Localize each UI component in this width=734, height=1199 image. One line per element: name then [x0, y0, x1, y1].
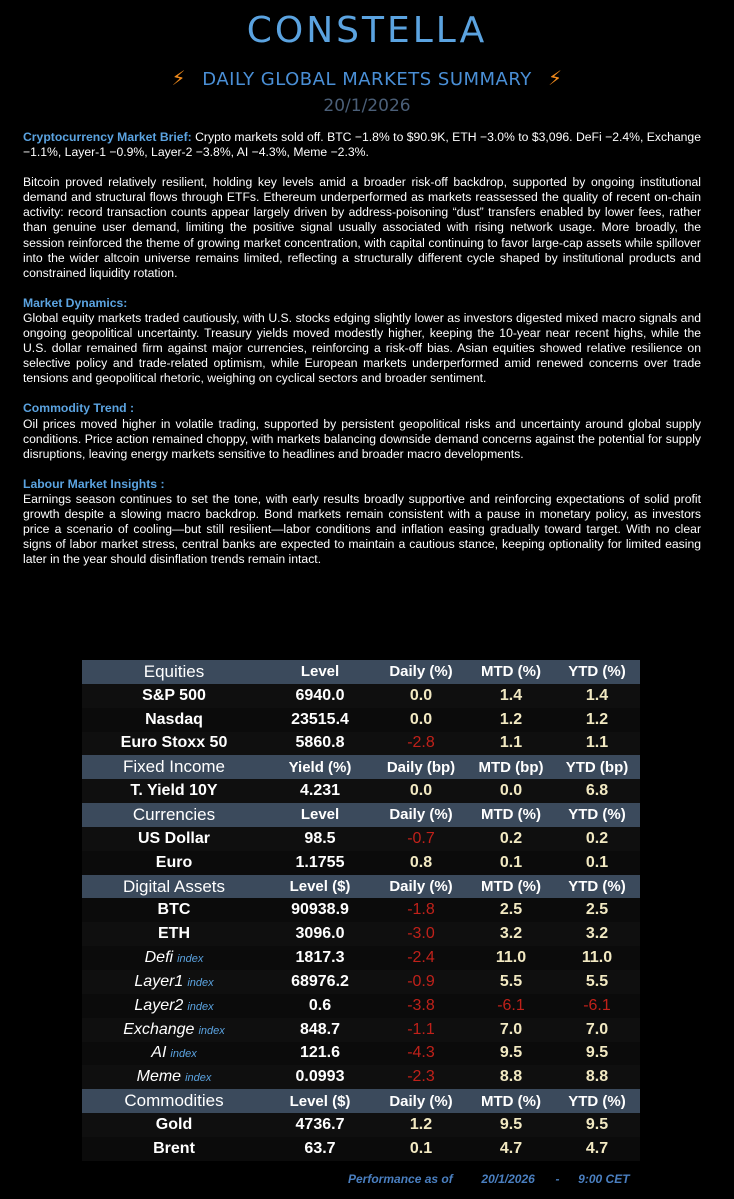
ytd-change-cell: 8.8	[554, 1065, 640, 1089]
index-tag: index	[198, 1024, 225, 1037]
ytd-change-cell: 11.0	[554, 946, 640, 970]
daily-change-cell: -0.7	[374, 827, 468, 851]
ytd-change-cell: 4.7	[554, 1137, 640, 1161]
mtd-change-cell: 3.2	[468, 922, 554, 946]
brand-logo: CONSTELLA	[246, 10, 488, 51]
mtd-change-cell: 8.8	[468, 1065, 554, 1089]
daily-change-cell: 0.0	[374, 708, 468, 732]
instrument-name-cell	[82, 970, 266, 994]
mtd-change-cell: 0.0	[468, 779, 554, 803]
level-cell: 0.0993	[266, 1065, 374, 1089]
level-cell: 23515.4	[266, 708, 374, 732]
table-row	[82, 1018, 640, 1042]
level-cell: 121.6	[266, 1042, 374, 1066]
instrument-name-cell	[82, 1113, 266, 1137]
ytd-change-cell: 0.2	[554, 827, 640, 851]
column-header: MTD (%)	[468, 1089, 554, 1113]
index-tag: index	[185, 1072, 212, 1085]
daily-change-cell: -0.9	[374, 970, 468, 994]
column-header: YTD (bp)	[554, 755, 640, 779]
level-cell: 3096.0	[266, 922, 374, 946]
market-dynamics-body: Global equity markets traded cautiously, with U.S. stocks edging slightly lower as investors digested mixed macro signals and ongoing geopolitical uncertainty. Treasury yields moved modestly higher, keeping the 10-year near recent highs, while the U.S. dollar remained firm against major currencies, reinforcing a risk-off bias. Asian equities showed relative resilience on selective policy and trade-related optimism, while European markets underperformed amid renewed concerns over trade tensions and geopolitical rhetoric, weighing on cyclical sectors and broader sentiment.	[23, 310, 701, 386]
instrument-name: Euro	[155, 853, 193, 871]
instrument-name-cell	[82, 1137, 266, 1161]
instrument-name-cell	[82, 684, 266, 708]
commodity-trend-title: Commodity Trend :	[23, 401, 135, 416]
mtd-change-cell: 4.7	[468, 1137, 554, 1161]
labour-market	[23, 477, 701, 568]
section-title: Fixed Income	[82, 755, 266, 779]
column-header: Daily (%)	[374, 875, 468, 899]
instrument-name: T. Yield 10Y	[130, 782, 218, 800]
mtd-change-cell: 0.2	[468, 827, 554, 851]
instrument-name-cell	[82, 708, 266, 732]
table-row	[82, 827, 640, 851]
ytd-change-cell: 3.2	[554, 922, 640, 946]
column-header: YTD (%)	[554, 1089, 640, 1113]
mtd-change-cell: 1.2	[468, 708, 554, 732]
column-header: Daily (%)	[374, 803, 468, 827]
table-row	[82, 1113, 640, 1137]
section-title: Digital Assets	[82, 875, 266, 899]
crypto-brief-body: Bitcoin proved relatively resilient, holding key levels amid a broader risk-off backdrop, supported by ongoing institutional demand and structural flows through ETFs. Ethereum underperformed as markets reassessed the quality of recent on-chain activity: record transaction counts appear largely driven by address-poisoning “dust” transfers enabled by lower fees, rather than genuine user demand, limiting the positive signal usually associated with rising network usage. More broadly, the session reinforced the theme of growing market concentration, with capital continuing to favor large-cap assets while spillover into the wider altcoin universe remains limited, reflecting a structurally different cycle shaped by institutional products and constrained liquidity rotation.	[23, 175, 701, 280]
daily-change-cell: -3.8	[374, 994, 468, 1018]
mtd-change-cell: -6.1	[468, 994, 554, 1018]
table-row	[82, 1065, 640, 1089]
level-cell: 6940.0	[266, 684, 374, 708]
level-cell: 63.7	[266, 1137, 374, 1161]
level-cell: 68976.2	[266, 970, 374, 994]
instrument-name: Meme	[136, 1068, 182, 1086]
instrument-name: Brent	[153, 1139, 195, 1157]
mtd-change-cell: 2.5	[468, 898, 554, 922]
daily-change-cell: -1.1	[374, 1018, 468, 1042]
ytd-change-cell: -6.1	[554, 994, 640, 1018]
column-header: YTD (%)	[554, 803, 640, 827]
daily-change-cell: -2.8	[374, 732, 468, 756]
instrument-name: Defi	[144, 949, 174, 967]
market-dynamics-title: Market Dynamics:	[23, 295, 128, 310]
level-cell: 98.5	[266, 827, 374, 851]
ytd-change-cell: 1.1	[554, 732, 640, 756]
instrument-name: BTC	[157, 901, 191, 919]
daily-change-cell: -1.8	[374, 898, 468, 922]
column-header: YTD (%)	[554, 660, 640, 684]
performance-footer	[348, 1172, 630, 1186]
daily-change-cell: -2.3	[374, 1065, 468, 1089]
mtd-change-cell: 9.5	[468, 1113, 554, 1137]
level-cell: 4736.7	[266, 1113, 374, 1137]
table-row	[82, 851, 640, 875]
table-row	[82, 684, 640, 708]
instrument-name: Nasdaq	[145, 710, 203, 728]
report-date: 20/1/2026	[323, 96, 411, 116]
level-cell: 848.7	[266, 1018, 374, 1042]
instrument-name: Euro Stoxx 50	[120, 734, 228, 752]
lightning-icon: ⚡	[547, 66, 563, 90]
level-cell: 1.1755	[266, 851, 374, 875]
section-title: Equities	[82, 660, 266, 684]
instrument-name-cell	[82, 1018, 266, 1042]
column-header: MTD (bp)	[468, 755, 554, 779]
column-header: Level ($)	[266, 875, 374, 899]
commodity-trend-body: Oil prices moved higher in volatile trading, supported by persistent geopolitical risks and uncertainty around global supply conditions. Price action remained choppy, with markets balancing downside demand concerns against the potential for supply disruptions, leaving energy markets sensitive to headlines and broader macro developments.	[23, 416, 701, 461]
crypto-brief-lead: Crypto markets sold off. BTC −1.8% to $90.9K, ETH −3.0% to $3,096. DeFi −2.4%, Exchange −1.1%, Layer-1 −0.9%, Layer-2 −3.8%, AI −4.3%, Meme −2.3%.	[23, 130, 701, 160]
instrument-name: Gold	[155, 1115, 193, 1133]
crypto-brief	[23, 130, 701, 160]
labour-market-title: Labour Market Insights :	[23, 476, 165, 491]
labour-market-body: Earnings season continues to set the tone, with early results broadly supportive and reinforcing expectations of solid profit growth despite a slowing macro backdrop. Bond markets remain consistent with a pause in monetary policy, as investors price a scenario of cooling—but still resilient—labor conditions and inflation easing gradually toward target. With no clear signs of labor market stress, central banks are expected to maintain a cautious stance, keeping optionality for limited easing later in the year should disinflation trends remain intact.	[23, 491, 701, 567]
column-header: YTD (%)	[554, 875, 640, 899]
instrument-name: AI	[151, 1044, 167, 1062]
mtd-change-cell: 11.0	[468, 946, 554, 970]
daily-change-cell: -2.4	[374, 946, 468, 970]
mtd-change-cell: 9.5	[468, 1042, 554, 1066]
column-header: MTD (%)	[468, 875, 554, 899]
report-body	[23, 130, 701, 582]
table-row	[82, 994, 640, 1018]
markets-table-container	[82, 660, 640, 1161]
column-header: MTD (%)	[468, 803, 554, 827]
section-title: Commodities	[82, 1089, 266, 1113]
ytd-change-cell: 9.5	[554, 1042, 640, 1066]
ytd-change-cell: 9.5	[554, 1113, 640, 1137]
instrument-name-cell	[82, 851, 266, 875]
table-row	[82, 1137, 640, 1161]
footer-time: 9:00 CET	[578, 1172, 630, 1186]
index-tag: index	[187, 976, 214, 989]
mtd-change-cell: 1.1	[468, 732, 554, 756]
table-row	[82, 1042, 640, 1066]
table-section-header	[82, 1089, 640, 1113]
instrument-name: ETH	[158, 925, 190, 943]
daily-change-cell: 0.1	[374, 1137, 468, 1161]
daily-change-cell: -4.3	[374, 1042, 468, 1066]
table-row	[82, 898, 640, 922]
commodity-trend	[23, 401, 701, 461]
mtd-change-cell: 0.1	[468, 851, 554, 875]
market-dynamics	[23, 296, 701, 387]
daily-change-cell: 0.0	[374, 684, 468, 708]
table-row	[82, 922, 640, 946]
mtd-change-cell: 5.5	[468, 970, 554, 994]
markets-table	[82, 660, 640, 1161]
ytd-change-cell: 5.5	[554, 970, 640, 994]
table-row	[82, 970, 640, 994]
instrument-name: Layer1	[134, 972, 184, 990]
column-header: Yield (%)	[266, 755, 374, 779]
report-title-row	[0, 66, 734, 90]
lightning-icon: ⚡	[171, 66, 187, 90]
ytd-change-cell: 7.0	[554, 1018, 640, 1042]
footer-date: 20/1/2026	[481, 1172, 535, 1186]
table-row	[82, 946, 640, 970]
daily-change-cell: 1.2	[374, 1113, 468, 1137]
table-section-header	[82, 803, 640, 827]
column-header: Level	[266, 803, 374, 827]
instrument-name-cell	[82, 732, 266, 756]
mtd-change-cell: 7.0	[468, 1018, 554, 1042]
ytd-change-cell: 1.4	[554, 684, 640, 708]
level-cell: 4.231	[266, 779, 374, 803]
instrument-name-cell	[82, 994, 266, 1018]
ytd-change-cell: 6.8	[554, 779, 640, 803]
instrument-name: S&P 500	[142, 686, 206, 704]
table-section-header	[82, 660, 640, 684]
instrument-name-cell	[82, 827, 266, 851]
level-cell: 1817.3	[266, 946, 374, 970]
level-cell: 5860.8	[266, 732, 374, 756]
instrument-name-cell	[82, 779, 266, 803]
section-title: Currencies	[82, 803, 266, 827]
ytd-change-cell: 1.2	[554, 708, 640, 732]
footer-separator: -	[555, 1172, 560, 1186]
table-section-header	[82, 875, 640, 899]
instrument-name-cell	[82, 922, 266, 946]
footer-label: Performance as of	[348, 1172, 453, 1186]
column-header: Level	[266, 660, 374, 684]
instrument-name-cell	[82, 898, 266, 922]
daily-change-cell: 0.0	[374, 779, 468, 803]
column-header: Daily (bp)	[374, 755, 468, 779]
column-header: Daily (%)	[374, 660, 468, 684]
instrument-name: US Dollar	[137, 829, 210, 847]
column-header: Daily (%)	[374, 1089, 468, 1113]
level-cell: 0.6	[266, 994, 374, 1018]
daily-change-cell: 0.8	[374, 851, 468, 875]
table-section-header	[82, 755, 640, 779]
instrument-name: Exchange	[123, 1020, 195, 1038]
crypto-brief-title: Cryptocurrency Market Brief:	[23, 130, 192, 144]
level-cell: 90938.9	[266, 898, 374, 922]
report-title: DAILY GLOBAL MARKETS SUMMARY	[202, 69, 532, 90]
column-header: Level ($)	[266, 1089, 374, 1113]
instrument-name: Layer2	[134, 996, 184, 1014]
mtd-change-cell: 1.4	[468, 684, 554, 708]
instrument-name-cell	[82, 1065, 266, 1089]
index-tag: index	[170, 1048, 197, 1061]
index-tag: index	[177, 953, 204, 966]
index-tag: index	[187, 1000, 214, 1013]
instrument-name-cell	[82, 1042, 266, 1066]
ytd-change-cell: 2.5	[554, 898, 640, 922]
column-header: MTD (%)	[468, 660, 554, 684]
table-row	[82, 732, 640, 756]
instrument-name-cell	[82, 946, 266, 970]
table-row	[82, 708, 640, 732]
table-row	[82, 779, 640, 803]
daily-change-cell: -3.0	[374, 922, 468, 946]
ytd-change-cell: 0.1	[554, 851, 640, 875]
